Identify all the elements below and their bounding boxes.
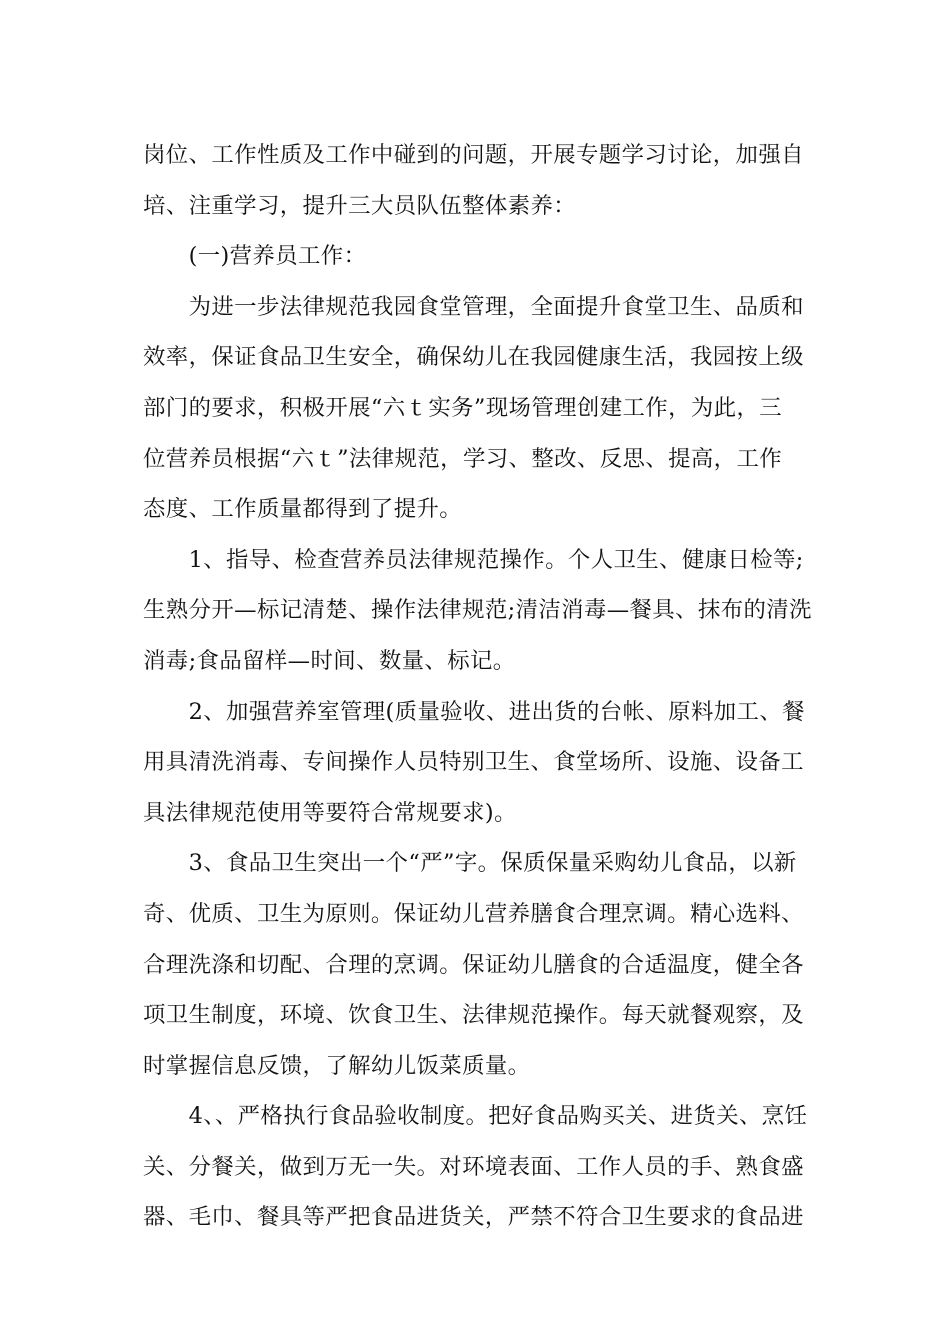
text-line: 部门的要求，积极开展“六ｔ实务”现场管理创建工作，为此，三	[143, 394, 783, 421]
text-line: 效率，保证食品卫生安全，确保幼儿在我园健康生活，我园按上级	[143, 344, 804, 371]
paragraph-intro-continuation	[143, 130, 813, 231]
list-item-4	[143, 1091, 813, 1243]
section-heading-nutritionist-work	[143, 231, 813, 282]
text-line: 4、、严格执行食品验收制度。把好食品购买关、进货关、烹饪	[143, 1103, 808, 1130]
text-line: (一)营养员工作：	[143, 243, 367, 270]
text-line: 时掌握信息反馈，了解幼儿饭菜质量。	[143, 1052, 531, 1079]
text-line: 奇、优质、卫生为原则。保证幼儿营养膳食合理烹调。精心选料、	[143, 900, 804, 927]
text-line: 3、食品卫生突出一个“严”字。保质保量采购幼儿食品，以新	[143, 850, 797, 877]
text-line: 生熟分开—标记清楚、操作法律规范;清洁消毒—餐具、抹布的清洗	[143, 597, 812, 624]
document-body	[143, 130, 813, 1243]
text-line: 用具清洗消毒、专间操作人员特别卫生、食堂场所、设施、设备工	[143, 749, 804, 776]
list-item-1	[143, 535, 813, 687]
list-item-3	[143, 838, 813, 1091]
text-line: 关、分餐关，做到万无一失。对环境表面、工作人员的手、熟食盛	[143, 1153, 804, 1180]
text-line: 岗位、工作性质及工作中碰到的问题，开展专题学习讨论，加强自	[143, 142, 804, 168]
text-line: 1、指导、检查营养员法律规范操作。个人卫生、健康日检等;	[143, 546, 804, 573]
paragraph-canteen-management	[143, 282, 813, 535]
text-line: 位营养员根据“六ｔ”法律规范，学习、整改、反思、提高，工作	[143, 445, 783, 472]
list-item-2	[143, 687, 813, 839]
text-line: 合理洗涤和切配、合理的烹调。保证幼儿膳食的合适温度，健全各	[143, 951, 804, 978]
text-line: 具法律规范使用等要符合常规要求)。	[143, 799, 517, 826]
text-line: 态度、工作质量都得到了提升。	[143, 496, 463, 523]
text-line: 培、注重学习，提升三大员队伍整体素养：	[143, 192, 577, 219]
text-line: 2、加强营养室管理(质量验收、进出货的台帐、原料加工、餐	[143, 698, 805, 725]
text-line: 器、毛巾、餐具等严把食品进货关，严禁不符合卫生要求的食品进	[143, 1204, 804, 1231]
text-line: 消毒;食品留样—时间、数量、标记。	[143, 647, 516, 674]
text-line: 项卫生制度，环境、饮食卫生、法律规范操作。每天就餐观察，及	[143, 1002, 804, 1029]
text-line: 为进一步法律规范我园食堂管理，全面提升食堂卫生、品质和	[143, 293, 804, 320]
